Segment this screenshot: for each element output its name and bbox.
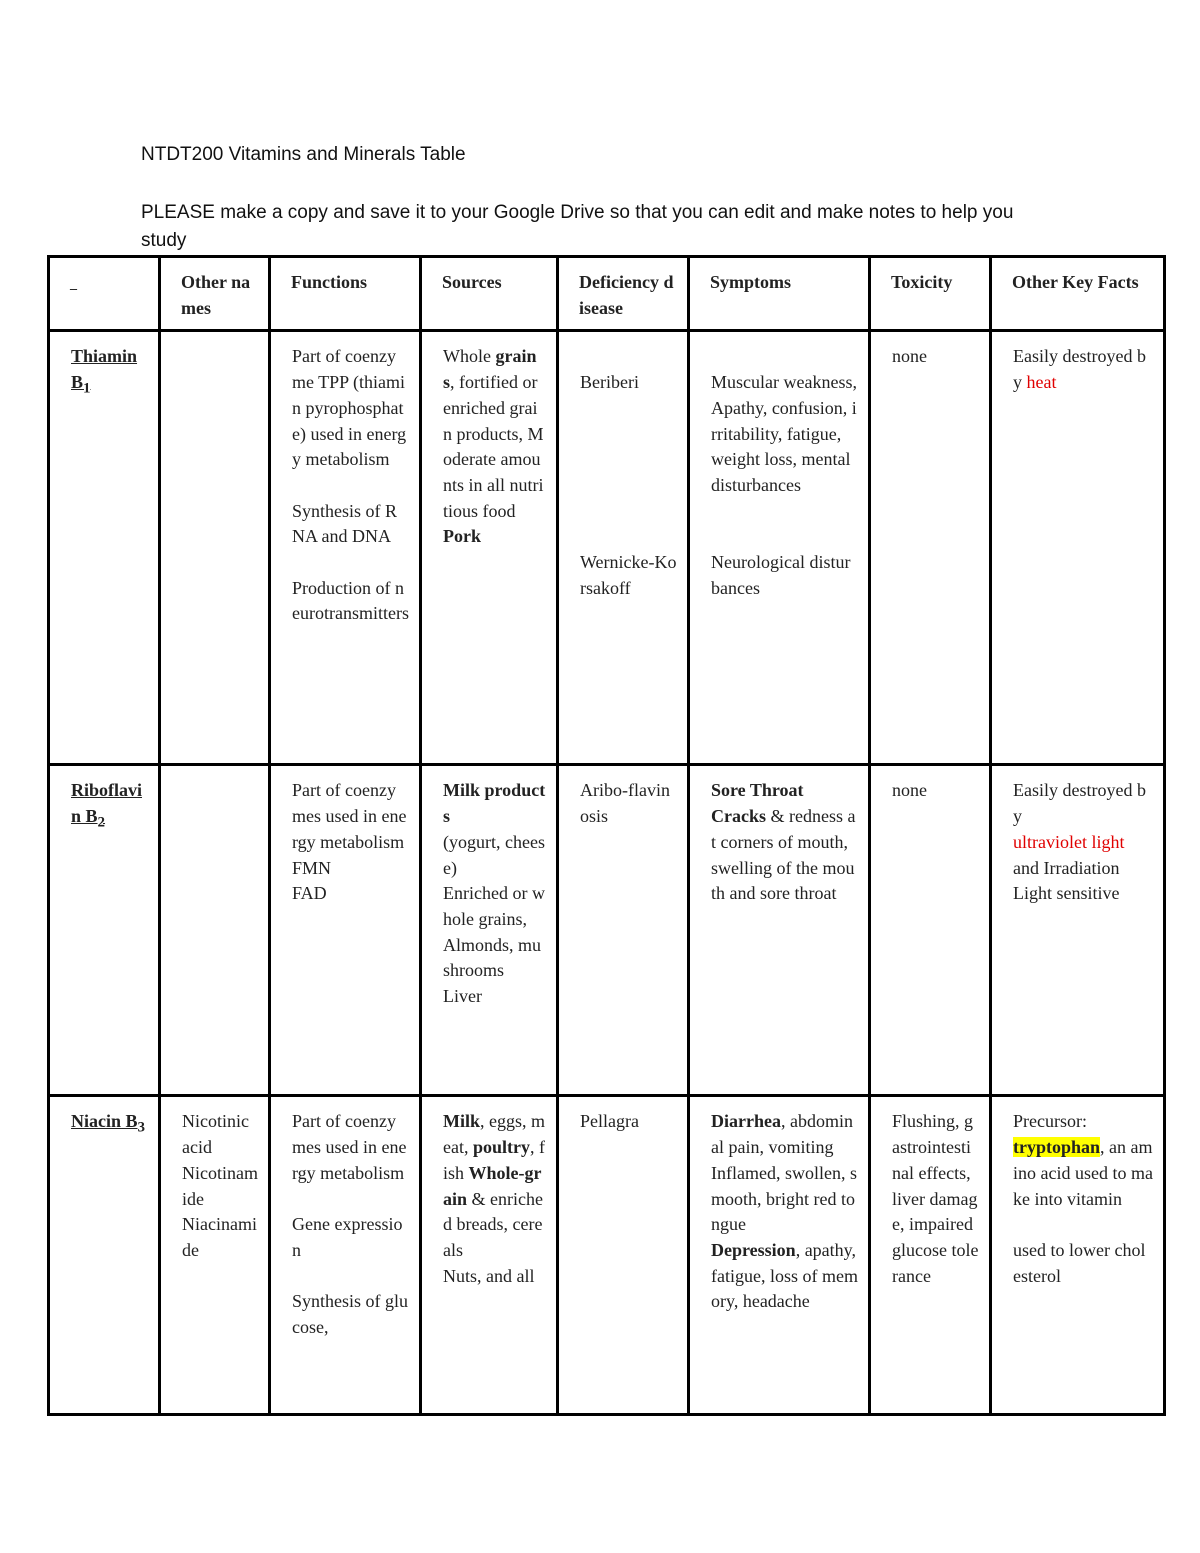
document-header — [141, 141, 1061, 255]
sources-cell: Milk, eggs, meat, poultry, fish Whole-grain & enriched breads, cereals Nuts, and all — [421, 1096, 558, 1415]
vitamin-name-cell — [49, 765, 160, 1096]
document-title: NTDT200 Vitamins and Minerals Table — [141, 144, 466, 165]
table-row — [49, 765, 1165, 1096]
sources-cell: Milk products (yogurt, cheese) Enriched or whole grains, Almonds, mushrooms Liver — [421, 765, 558, 1096]
toxicity-cell: Flushing, gastrointestinal effects, liver damage, impaired glucose tolerance — [870, 1096, 991, 1415]
symptoms-cell: Sore Throat Cracks & redness at corners of mouth, swelling of the mouth and sore throat — [689, 765, 870, 1096]
vitamin-name-cell — [49, 331, 160, 765]
table-header-row — [49, 257, 1165, 331]
functions-cell: Part of coenzymes used in energy metabolism FMN FAD — [270, 765, 421, 1096]
header-corner: _ — [49, 257, 160, 331]
table-row — [49, 331, 1165, 765]
toxicity-cell: none — [870, 765, 991, 1096]
functions-cell: Part of coenzymes used in energy metabolism Gene expression Synthesis of glucose, — [270, 1096, 421, 1415]
deficiency-cell: Beriberi Wernicke-Korsakoff — [558, 331, 689, 765]
header-toxicity: Toxicity — [870, 257, 991, 331]
vitamin-name: Thiamin $B_1$ — [71, 346, 138, 397]
other-names-cell — [160, 331, 270, 765]
header-symptoms: Symptoms — [689, 257, 870, 331]
deficiency-cell: Aribo-flavinosis — [558, 765, 689, 1096]
table-row — [49, 1096, 1165, 1415]
key-facts-cell: Easily destroyed by ultraviolet light and Irradiation Light sensitive — [991, 765, 1165, 1096]
header-other-names: Other names — [160, 257, 270, 331]
toxicity-cell: none — [870, 331, 991, 765]
header-key-facts: Other Key Facts — [991, 257, 1165, 331]
vitamin-name: Niacin $B_3$ — [71, 1111, 146, 1136]
functions-cell: Part of coenzyme TPP (thiamin pyrophosphate) used in energy metabolism Synthesis of RNA and DNA Production of neurotransmitters — [270, 331, 421, 765]
symptoms-cell: Muscular weakness, Apathy, confusion, irritability, fatigue, weight loss, mental disturbances Neurological disturbances — [689, 331, 870, 765]
document-instruction: PLEASE make a copy and save it to your Google Drive so that you can edit and make notes to help you study — [141, 202, 1014, 251]
key-facts-cell: Precursor: tryptophan, an amino acid used to make into vitamin used to lower cholesterol — [991, 1096, 1165, 1415]
vitamins-table — [47, 255, 1166, 1416]
symptoms-cell: Diarrhea, abdominal pain, vomiting Inflamed, swollen, smooth, bright red tongue Depression, apathy, fatigue, loss of memory, headache — [689, 1096, 870, 1415]
key-facts-cell: Easily destroyed by heat — [991, 331, 1165, 765]
other-names-cell — [160, 765, 270, 1096]
deficiency-cell: Pellagra — [558, 1096, 689, 1415]
header-sources: Sources — [421, 257, 558, 331]
vitamin-name: Riboflavin $B_2$ — [71, 780, 143, 831]
header-deficiency: Deficiency disease — [558, 257, 689, 331]
vitamin-name-cell — [49, 1096, 160, 1415]
header-functions: Functions — [270, 257, 421, 331]
sources-cell: Whole grains, fortified or enriched grain products, Moderate amounts in all nutritious food Pork — [421, 331, 558, 765]
other-names-cell: Nicotinic acid Nicotinamide Niacinamide — [160, 1096, 270, 1415]
